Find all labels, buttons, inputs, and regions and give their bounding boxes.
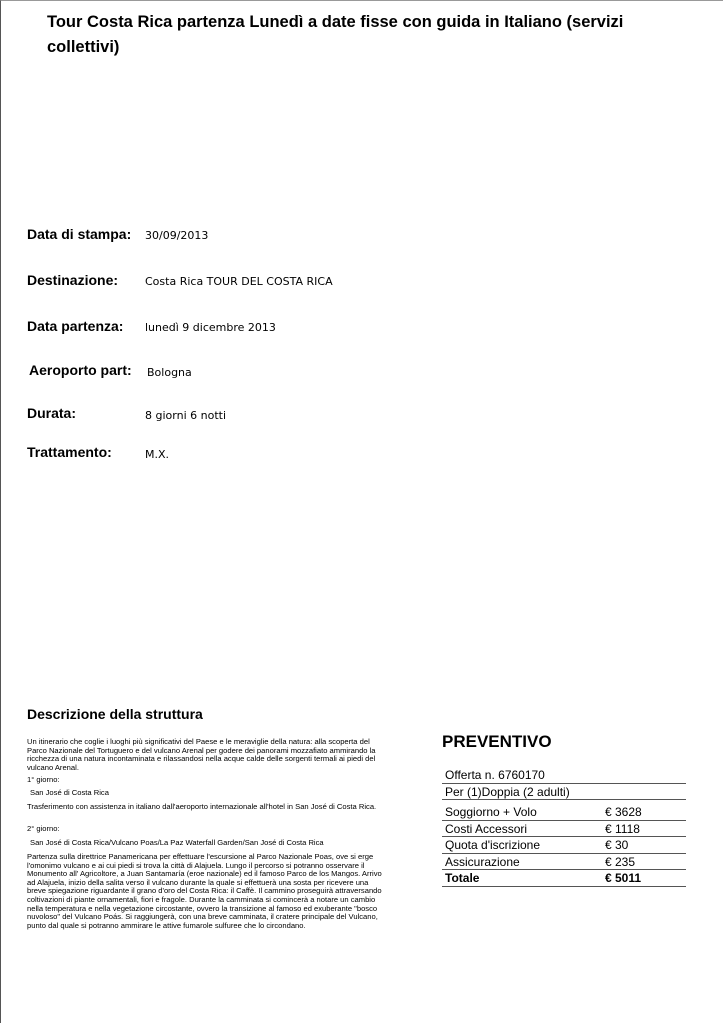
field-value-destination: Costa Rica TOUR DEL COSTA RICA	[145, 275, 333, 288]
price-label: Costi Accessori	[445, 821, 528, 836]
total-value: € 5011	[605, 871, 642, 885]
description-intro-text: Un itinerario che coglie i luoghi più significativi del Paese e le meraviglie della natura: alla scoperta del Parco Nazionale del Tortuguero e del vulcano Arenal per godere dei panorami mozzafiato ammirando la ricchezza di una natura incontaminata e rilassandosi nella acque calde delle sorgenti termali ai piedi del vulcano Arenal.	[27, 737, 376, 772]
field-value-print-date: 30/09/2013	[145, 229, 209, 242]
preventivo-heading: PREVENTIVO	[442, 732, 552, 751]
day2-label: 2° giorno:	[27, 824, 60, 833]
price-label: Assicurazione	[445, 854, 520, 869]
rooms-text: Per (1)Doppia (2 adulti)	[445, 784, 570, 799]
day2-text: Partenza sulla direttrice Panamericana per effettuare l'escursione al Parco Nazionale Poas, ove si erge l'omonimo vulcano e ai cui piedi si trova la città di Alajuela. Lungo il percorso si potranno osservare il Monumento all' Agricoltore, a Juan Santamaría (eroe nazionale) ed il famoso Parco de los Mangos. Arrivo ad Alajuela, inizio della salita verso il vulcano durante la quale si effettuerà una sosta per ricevere una breve spiegazione riguardante il grano d'oro del Costa Rica: il Caffè. Il cammino proseguirà attraversando coltivazioni di piante ornamentali, fiori e fragole. Durante la camminata si comincerà a notare un cambio nella temperatura e nella vegetazione circostante, ovvero la transizione al famoso ed exuberante "bosco nuvoloso" del Vulcano Poás. Si raggiungerà, con una breve camminata, il cratere principale del Vulcano, punto dal quale si potranno ammirare le attive fumarole sulfuree che lo circondano.	[27, 852, 382, 930]
offer-row	[442, 767, 686, 784]
description-intro	[27, 738, 387, 772]
price-value: € 235	[605, 854, 636, 869]
field-label-departure-date: Data partenza:	[27, 318, 124, 334]
price-value: € 1118	[605, 821, 640, 836]
field-value-departure-date: lunedì 9 dicembre 2013	[145, 321, 276, 334]
price-row	[442, 837, 686, 854]
field-value-airport: Bologna	[147, 366, 192, 379]
price-row	[442, 804, 686, 821]
total-row	[442, 870, 686, 887]
field-label-destination: Destinazione:	[27, 272, 119, 288]
page-title: Tour Costa Rica partenza Lunedì a date fisse con guida in Italiano (servizi collettivi)	[47, 13, 624, 56]
price-row	[442, 821, 686, 838]
preventivo-table	[442, 767, 686, 887]
price-value: € 30	[605, 838, 629, 852]
field-label-duration: Durata:	[27, 405, 77, 421]
rooms-row	[442, 784, 686, 801]
day2-route: San José di Costa Rica/Vulcano Poas/La Paz Waterfall Garden/San José di Costa Rica	[30, 838, 324, 847]
field-value-duration: 8 giorni 6 notti	[145, 409, 226, 422]
field-label-airport: Aeroporto part:	[29, 362, 132, 378]
price-row	[442, 854, 686, 871]
day1-label: 1° giorno:	[27, 775, 60, 784]
price-value: € 3628	[605, 805, 642, 819]
offer-number: Offerta n. 6760170	[445, 768, 545, 782]
field-label-print-date: Data di stampa:	[27, 226, 132, 242]
day1-text: Trasferimento con assistenza in italiano dall'aeroporto internazionale all'hotel in San José di Costa Rica.	[27, 802, 377, 811]
price-label: Quota d'iscrizione	[445, 838, 541, 852]
field-label-board: Trattamento:	[27, 444, 112, 460]
field-value-board: M.X.	[145, 448, 170, 461]
price-label: Soggiorno + Volo	[445, 805, 537, 819]
description-heading: Descrizione della struttura	[27, 706, 203, 722]
day1-route: San José di Costa Rica	[30, 788, 109, 797]
total-label: Totale	[445, 871, 480, 885]
